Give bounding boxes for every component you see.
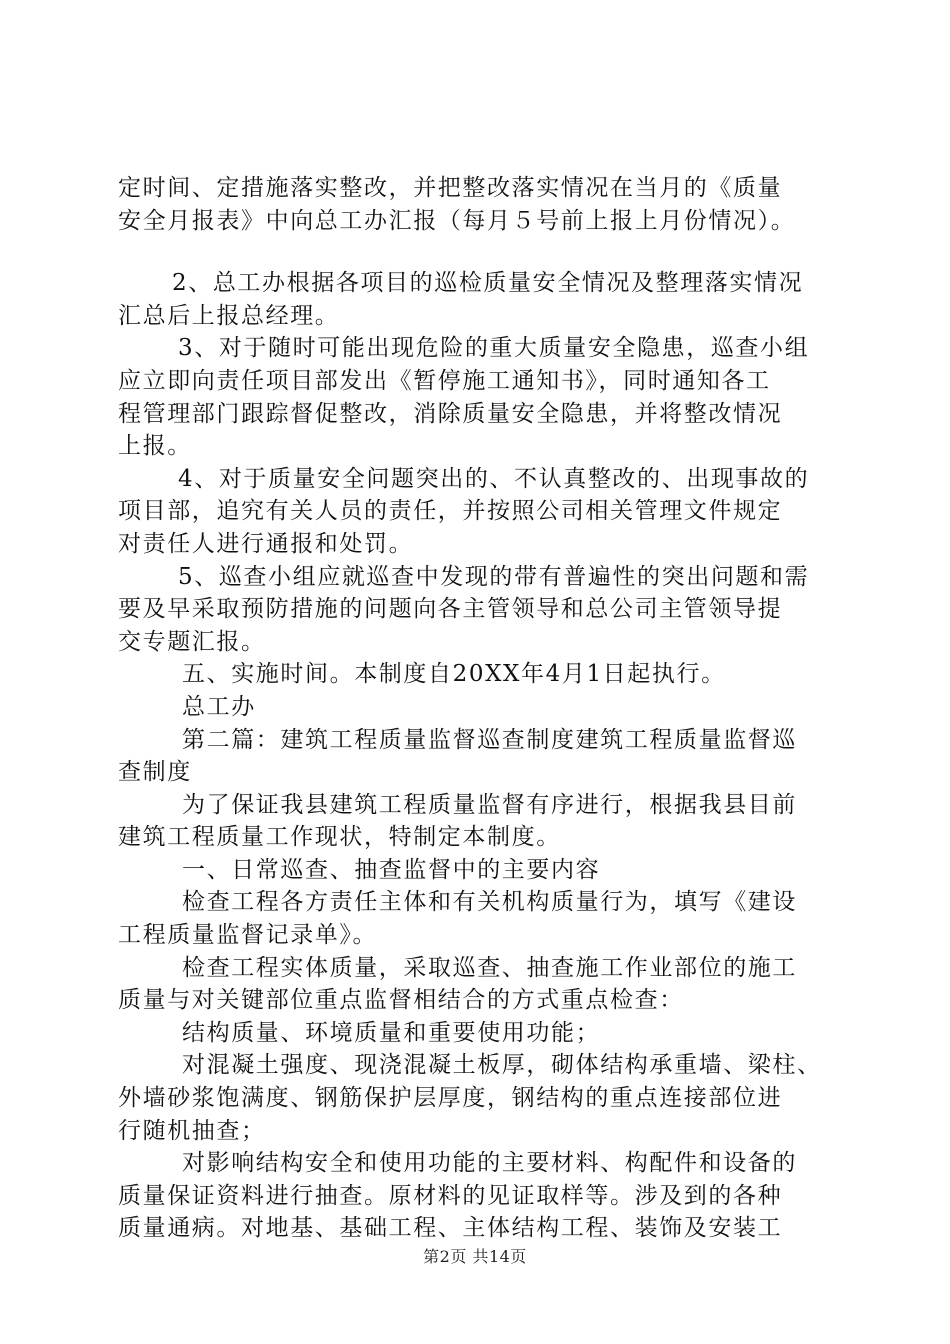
text-line: 质量与对关键部位重点监督相结合的方式重点检查：	[118, 987, 684, 1014]
paragraph-random-check	[118, 1049, 858, 1147]
text-line: 项目部，追究有关人员的责任，并按照公司相关管理文件规定	[118, 498, 783, 525]
text-line: 第二篇：建筑工程质量监督巡查制度建筑工程质量监督巡	[182, 726, 797, 753]
paragraph-implementation-date	[118, 658, 858, 691]
text-line: 2、总工办根据各项目的巡检质量安全情况及整理落实情况	[172, 270, 804, 297]
subheading-main-content	[118, 854, 858, 887]
text-line: 3、对于随时可能出现危险的重大质量安全隐患，巡查小组	[178, 335, 810, 362]
text-line: 4、对于质量安全问题突出的、不认真整改的、出现事故的	[178, 465, 810, 492]
text-line: 检查工程各方责任主体和有关机构质量行为，填写《建设	[182, 889, 797, 916]
text-line: 建筑工程质量工作现状，特制定本制度。	[118, 824, 561, 851]
text-line: 安全月报表》中向总工办汇报（每月５号前上报上月份情况）。	[118, 207, 796, 234]
paragraph-gap	[118, 237, 858, 267]
text-line: 应立即向责任项目部发出《暂停施工通知书》，同时通知各工	[118, 367, 771, 394]
paragraph-materials-check	[118, 1147, 858, 1245]
page-footer	[0, 1244, 950, 1267]
text-line: 质量保证资料进行抽查。原材料的见证取样等。涉及到的各种	[118, 1182, 783, 1209]
paragraph-inspection-quality	[118, 952, 858, 1017]
document-body	[118, 172, 858, 1245]
text-line: 五、实施时间。本制度自20XX年4月1日起执行。	[182, 661, 726, 688]
text-line: 上报。	[118, 433, 192, 460]
text-line: 检查工程实体质量，采取巡查、抽查施工作业部位的施工	[182, 954, 797, 981]
paragraph-inspection-behavior	[118, 886, 858, 951]
page-number: 第2页 共14页	[423, 1247, 527, 1266]
text-line: 5、巡查小组应就巡查中发现的带有普遍性的突出问题和需	[178, 563, 810, 590]
text-line: 为了保证我县建筑工程质量监督有序进行，根据我县目前	[182, 791, 797, 818]
text-line: 行随机抽查；	[118, 1117, 266, 1144]
text-line: 质量通病。对地基、基础工程、主体结构工程、装饰及安装工	[118, 1215, 783, 1242]
paragraph-item-3	[118, 332, 858, 462]
text-line: 定时间、定措施落实整改，并把整改落实情况在当月的《质量	[118, 175, 783, 201]
text-line: 对影响结构安全和使用功能的主要材料、构配件和设备的	[182, 1150, 797, 1177]
text-line: 程管理部门跟踪督促整改，消除质量安全隐患，并将整改情况	[118, 400, 783, 427]
text-line: 外墙砂浆饱满度、钢筋保护层厚度，钢结构的重点连接部位进	[118, 1085, 783, 1112]
paragraph-signature	[118, 691, 858, 724]
text-line: 交专题汇报。	[118, 628, 266, 655]
text-line: 查制度	[118, 759, 192, 786]
paragraph-item-2	[118, 267, 858, 332]
text-line: 工程质量监督记录单》。	[118, 922, 378, 949]
section-heading-part-two	[118, 724, 858, 789]
text-line: 汇总后上报总经理。	[118, 302, 340, 329]
text-line: 对责任人进行通报和处罚。	[118, 530, 414, 557]
paragraph-continuation	[118, 172, 858, 237]
text-line: 总工办	[182, 693, 256, 720]
text-line: 一、日常巡查、抽查监督中的主要内容	[182, 856, 601, 883]
text-line: 对混凝土强度、现浇混凝土板厚，砌体结构承重墙、梁柱、	[182, 1052, 822, 1079]
text-line: 要及早采取预防措施的问题向各主管领导和总公司主管领导提	[118, 596, 783, 623]
paragraph-structure-quality	[118, 1017, 858, 1050]
text-line: 结构质量、环境质量和重要使用功能；	[182, 1019, 601, 1046]
paragraph-item-4	[118, 463, 858, 561]
paragraph-item-5	[118, 561, 858, 659]
paragraph-intro	[118, 789, 858, 854]
